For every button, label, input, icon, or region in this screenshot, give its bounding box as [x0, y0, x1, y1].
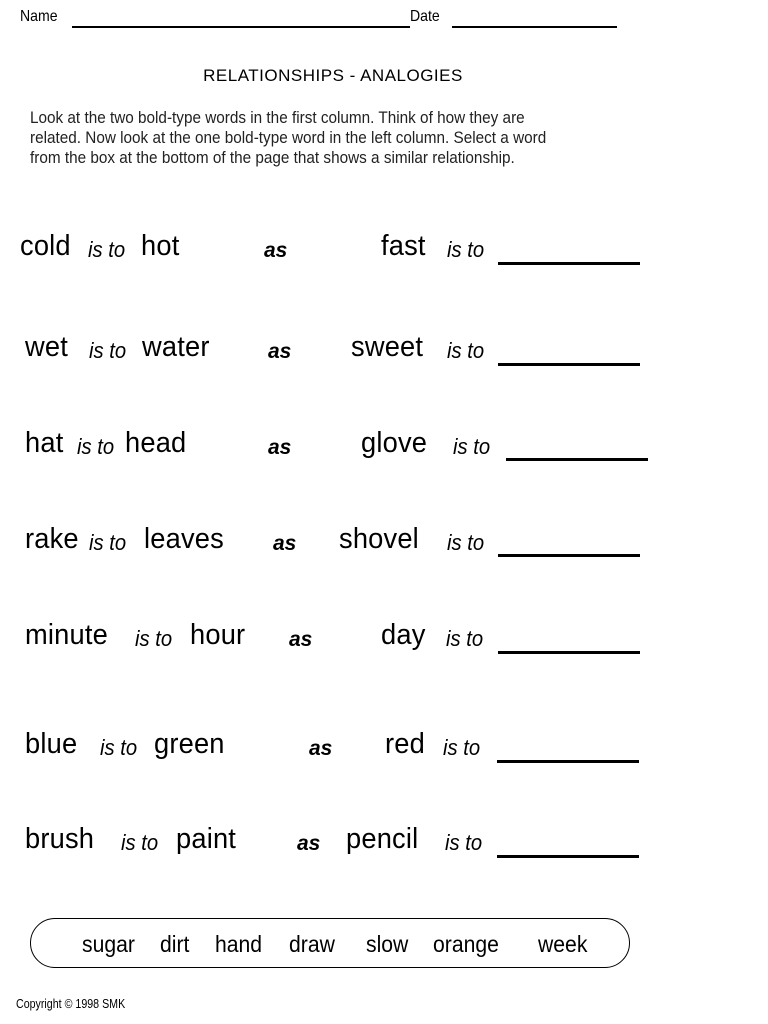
- word-a: brush: [25, 823, 95, 855]
- word-bank-choice[interactable]: dirt: [160, 931, 190, 957]
- word-b: head: [125, 427, 187, 459]
- is-to-label: is to: [89, 530, 127, 555]
- word-b: leaves: [144, 523, 224, 555]
- answer-blank[interactable]: [497, 855, 639, 858]
- word-c: red: [385, 728, 425, 760]
- answer-blank[interactable]: [498, 554, 640, 557]
- word-b: hour: [190, 619, 246, 651]
- word-bank-choice[interactable]: draw: [289, 931, 335, 957]
- is-to-label: is to: [453, 434, 491, 459]
- is-to-label: is to: [100, 735, 138, 760]
- word-a: hat: [25, 427, 64, 459]
- as-label: as: [289, 628, 313, 651]
- word-bank-choice[interactable]: slow: [366, 931, 409, 957]
- as-label: as: [309, 737, 333, 760]
- instructions-line: related. Now look at the one bold-type word in the left column. Select a word: [30, 128, 547, 147]
- as-label: as: [268, 340, 292, 363]
- word-a: cold: [20, 230, 71, 262]
- page-title: RELATIONSHIPS - ANALOGIES: [203, 66, 463, 85]
- name-field[interactable]: [72, 26, 410, 28]
- is-to-label: is to: [443, 735, 481, 760]
- as-label: as: [268, 436, 292, 459]
- is-to-label: is to: [445, 830, 483, 855]
- word-a: minute: [25, 619, 108, 651]
- is-to-label: is to: [446, 626, 484, 651]
- word-c: day: [381, 619, 426, 651]
- answer-blank[interactable]: [498, 262, 640, 265]
- is-to-label: is to: [121, 830, 159, 855]
- word-c: glove: [361, 427, 428, 459]
- instructions-line: Look at the two bold-type words in the first column. Think of how they are: [30, 108, 525, 127]
- word-a: wet: [25, 331, 68, 363]
- name-label: Name: [20, 8, 58, 25]
- is-to-label: is to: [447, 237, 485, 262]
- word-b: water: [142, 331, 210, 363]
- is-to-label: is to: [135, 626, 173, 651]
- word-bank-choice[interactable]: sugar: [82, 931, 135, 957]
- word-c: sweet: [351, 331, 424, 363]
- date-field[interactable]: [452, 26, 617, 28]
- date-label: Date: [410, 8, 440, 25]
- answer-blank[interactable]: [506, 458, 648, 461]
- word-b: green: [154, 728, 225, 760]
- word-b: hot: [141, 230, 180, 262]
- as-label: as: [264, 239, 288, 262]
- word-a: blue: [25, 728, 78, 760]
- is-to-label: is to: [89, 338, 127, 363]
- copyright-notice: Copyright © 1998 SMK: [16, 996, 126, 1011]
- word-bank-choice[interactable]: hand: [215, 931, 263, 957]
- word-c: shovel: [339, 523, 419, 555]
- instructions-line: from the box at the bottom of the page that shows a similar relationship.: [30, 148, 515, 167]
- as-label: as: [297, 832, 321, 855]
- instructions: [30, 108, 615, 168]
- word-bank-choice[interactable]: week: [538, 931, 588, 957]
- answer-blank[interactable]: [498, 363, 640, 366]
- is-to-label: is to: [447, 338, 485, 363]
- is-to-label: is to: [88, 237, 126, 262]
- word-c: fast: [381, 230, 426, 262]
- word-b: paint: [176, 823, 237, 855]
- answer-blank[interactable]: [497, 760, 639, 763]
- is-to-label: is to: [77, 434, 115, 459]
- answer-blank[interactable]: [498, 651, 640, 654]
- is-to-label: is to: [447, 530, 485, 555]
- word-c: pencil: [346, 823, 419, 855]
- word-a: rake: [25, 523, 79, 555]
- word-bank-choice[interactable]: orange: [433, 931, 499, 957]
- as-label: as: [273, 532, 297, 555]
